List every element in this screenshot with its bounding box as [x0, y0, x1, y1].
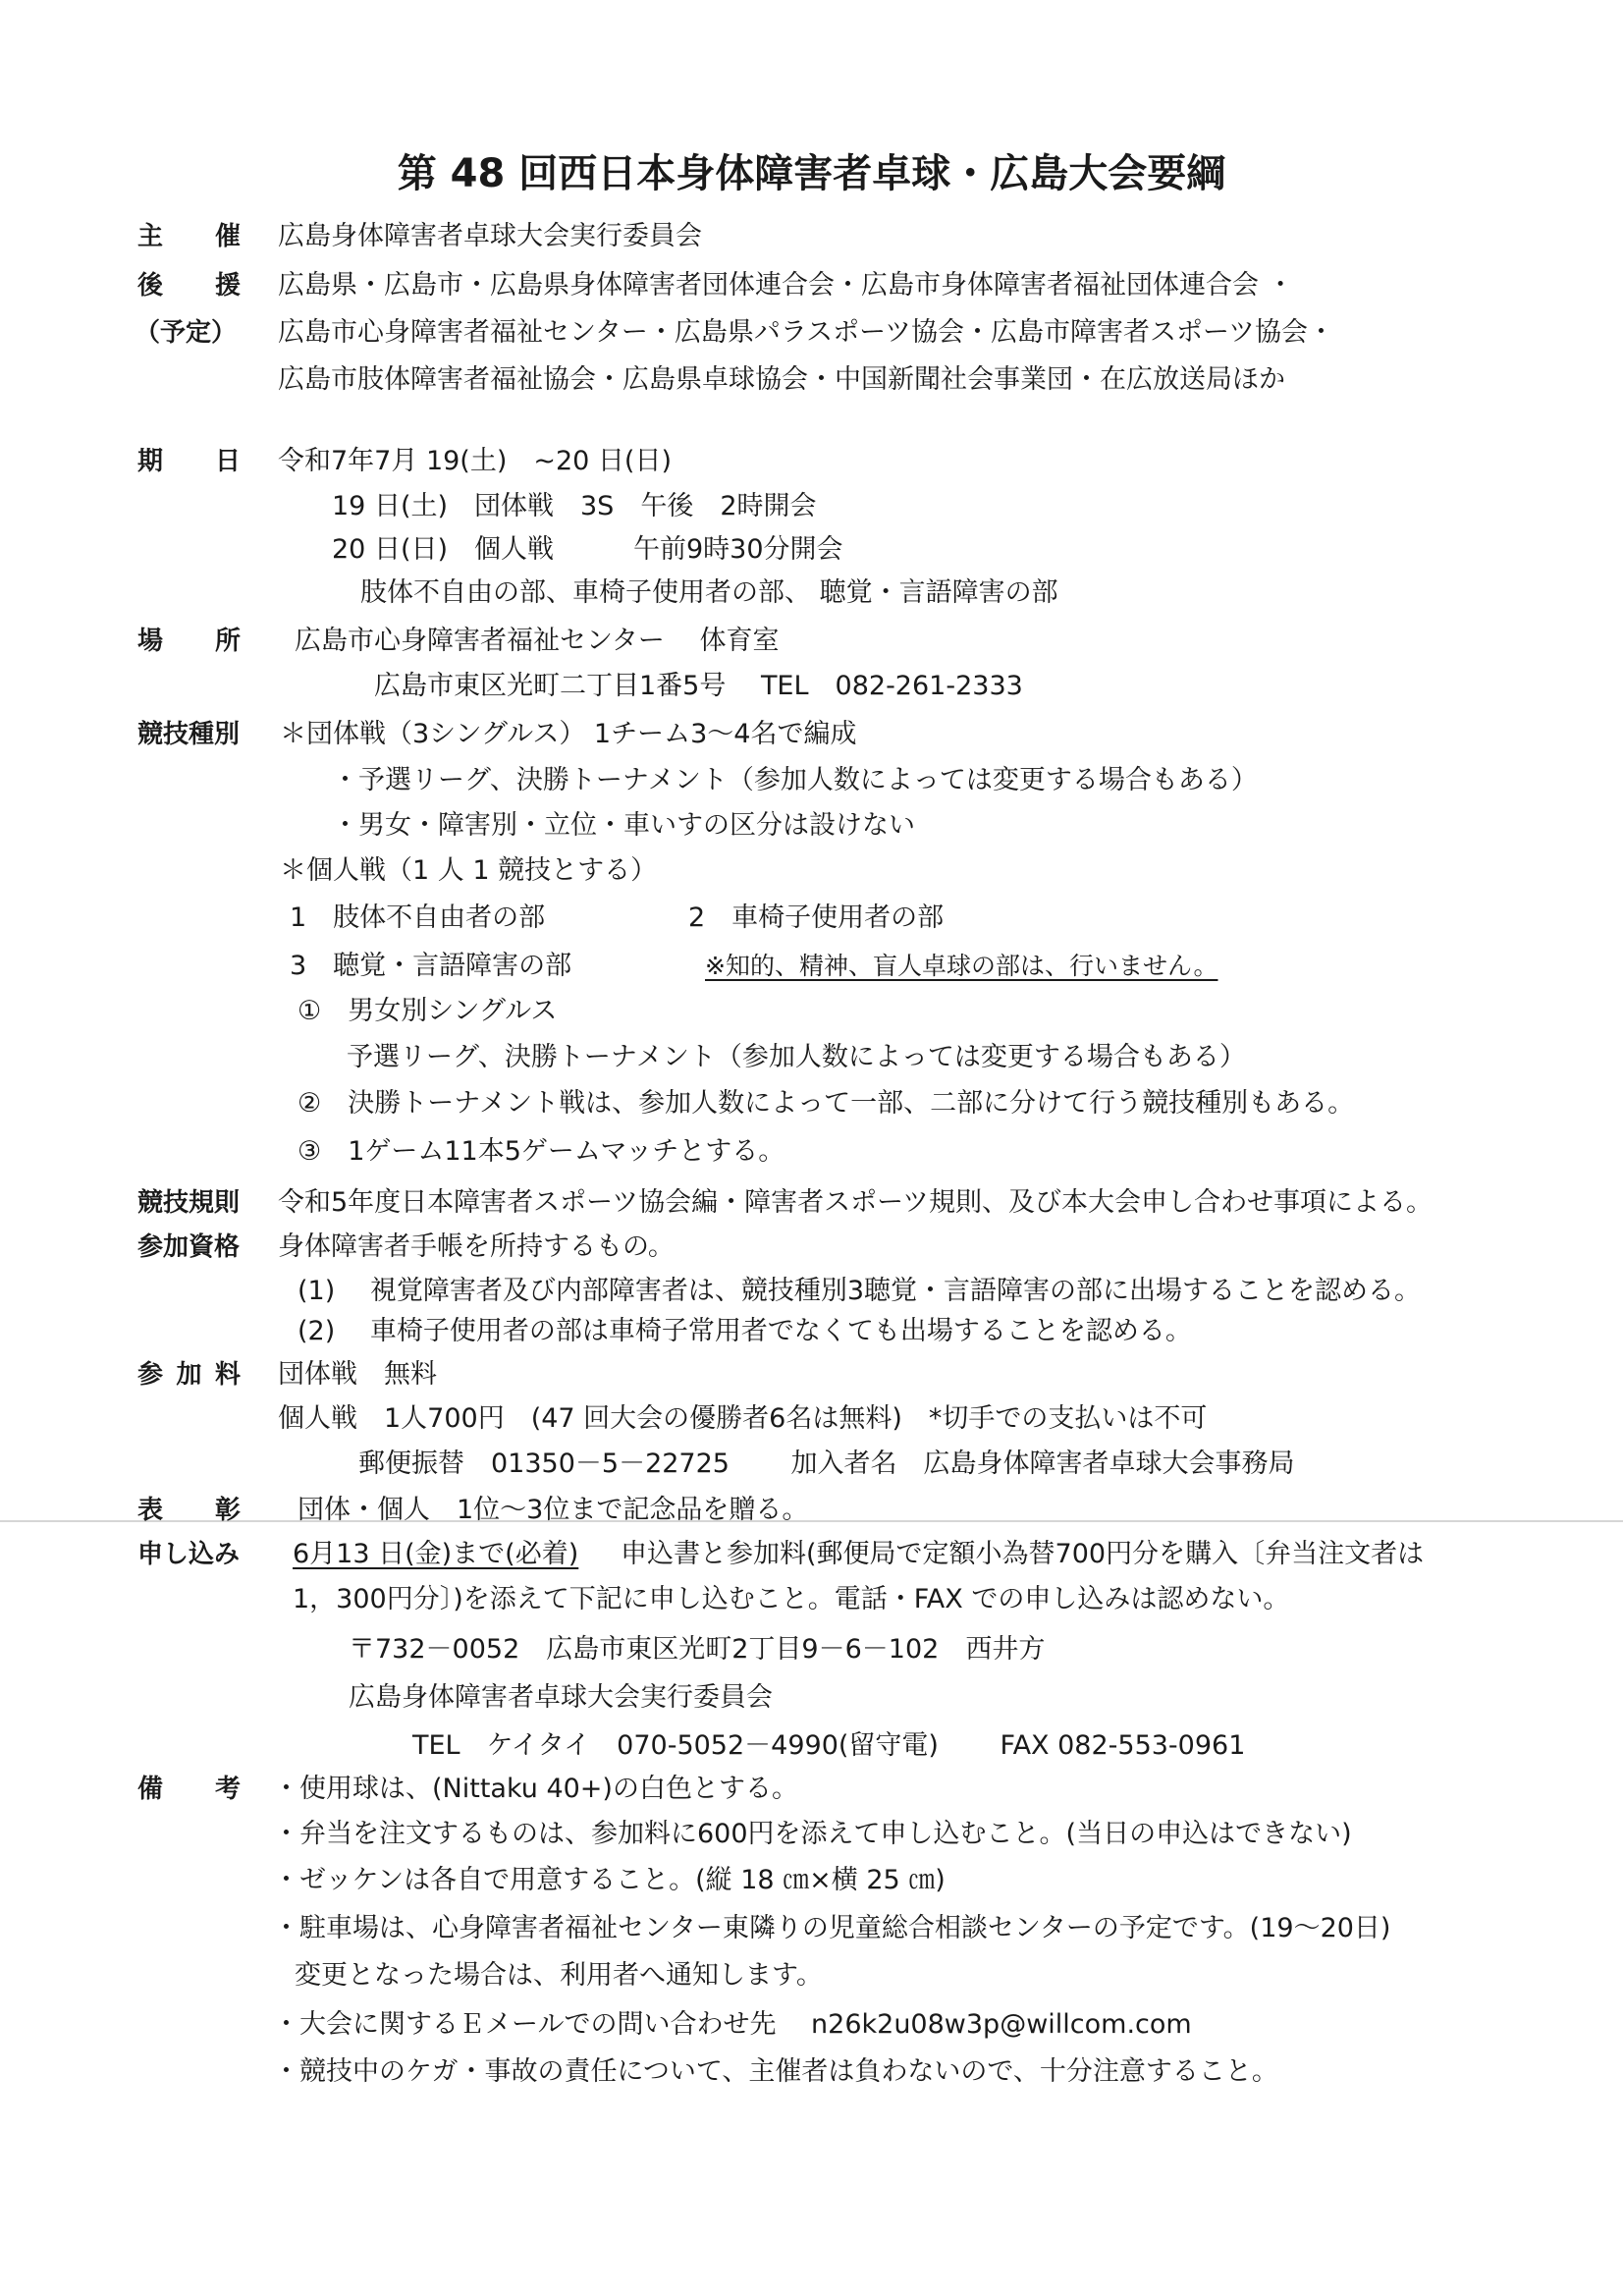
organizer-label: 主 催	[137, 222, 241, 251]
rules-text: 令和5年度日本障害者スポーツ協会編・障害者スポーツ規則、及び本大会申し合わせ事項による。	[278, 1187, 1434, 1218]
award-text: 団体・個人 1位～3位まで記念品を贈る。	[298, 1495, 809, 1525]
events-line-12: ③ 1ゲーム11本5ゲームマッチとする。	[298, 1136, 785, 1167]
fee-line-1: 団体戦 無料	[278, 1359, 437, 1390]
fee-line-2: 個人戦 1人700円 (47 回大会の優勝者6名は無料) *切手での支払いは不可	[278, 1403, 1208, 1434]
notes-line-4: ・駐車場は、心身障害者福祉センター東隣りの児童総合相談センターの予定です。(19～20日)	[273, 1913, 1391, 1943]
support-line-1: 広島県・広島市・広島県身体障害者団体連合会・広島市身体障害者福祉団体連合会 ・	[278, 270, 1294, 301]
support-sublabel: （予定）	[135, 318, 238, 348]
notes-line-7: ・競技中のケガ・事故の責任について、主催者は負わないので、十分注意すること。	[273, 2056, 1278, 2087]
support-line-2: 広島市心身障害者福祉センター・広島県パラスポーツ協会・広島市障害者スポーツ協会・	[278, 317, 1334, 348]
events-line-9: ① 男女別シングルス	[298, 996, 558, 1026]
scan-artifact-line	[0, 1520, 1623, 1522]
notes-contact-email: ・大会に関するＥメールでの問い合わせ先 n26k2u08w3p@willcom.com	[273, 2009, 1192, 2040]
date-line-2: 19 日(土) 団体戦 3S 午後 2時開会	[332, 491, 817, 521]
venue-line-2: 広島市東区光町二丁目1番5号 TEL 082-261-2333	[374, 671, 1023, 701]
application-label: 申し込み	[137, 1540, 241, 1569]
application-contact: TEL ケイタイ 070-5052－4990(留守電) FAX 082-553-0961	[412, 1730, 1246, 1761]
notes-line-2: ・弁当を注文するものは、参加料に600円を添えて申し込むこと。(当日の申込はできない)	[273, 1819, 1352, 1849]
notes-line-5: 変更となった場合は、利用者へ通知します。	[295, 1960, 823, 1991]
date-line-1: 令和7年7月 19(土) ~20 日(日)	[278, 446, 672, 476]
application-recipient: 広島身体障害者卓球大会実行委員会	[349, 1682, 773, 1713]
application-deadline: 6月13 日(金)まで(必着)	[293, 1539, 579, 1569]
events-line-1: ＊団体戦（3シングルス） 1チーム3～4名で編成	[280, 719, 857, 749]
fee-label: 参加料	[137, 1360, 241, 1390]
events-line-10: 予選リーグ、決勝トーナメント（参加人数によっては変更する場合もある）	[347, 1042, 1246, 1072]
venue-label: 場 所	[137, 627, 241, 656]
eligibility-label: 参加資格	[137, 1232, 241, 1262]
events-line-7: 3 聴覚・言語障害の部	[290, 951, 572, 981]
document-title: 第 48 回西日本身体障害者卓球・広島大会要綱	[397, 151, 1226, 196]
date-label: 期 日	[137, 447, 241, 476]
events-note: ※知的、精神、盲人卓球の部は、行いません。	[705, 952, 1218, 980]
support-line-3: 広島市肢体障害者福祉協会・広島県卓球協会・中国新聞社会事業団・在広放送局ほか	[278, 364, 1285, 395]
eligibility-line-1: 身体障害者手帳を所持するもの。	[278, 1231, 675, 1262]
events-line-5: 1 肢体不自由者の部	[290, 902, 546, 933]
eligibility-line-3: (2) 車椅子使用者の部は車椅子常用者でなくても出場することを認める。	[298, 1316, 1192, 1346]
award-label: 表 彰	[137, 1496, 241, 1525]
application-line-1: 申込書と参加料(郵便局で定額小為替700円分を購入〔弁当注文者は	[621, 1539, 1425, 1569]
events-line-3: ・男女・障害別・立位・車いすの区分は設けない	[332, 810, 915, 841]
events-line-4: ＊個人戦（1 人 1 競技とする）	[280, 855, 658, 886]
events-line-2: ・予選リーグ、決勝トーナメント（参加人数によっては変更する場合もある）	[332, 765, 1258, 795]
date-line-4: 肢体不自由の部、車椅子使用者の部、 聴覚・言語障害の部	[360, 577, 1058, 608]
events-line-6: 2 車椅子使用者の部	[688, 902, 945, 933]
events-line-11: ② 決勝トーナメント戦は、参加人数によって一部、二部に分けて行う競技種別もある。	[298, 1088, 1355, 1119]
rules-label: 競技規則	[137, 1188, 241, 1218]
events-label: 競技種別	[137, 720, 241, 749]
eligibility-line-2: (1) 視覚障害者及び内部障害者は、競技種別3聴覚・言語障害の部に出場することを認める。	[298, 1276, 1422, 1306]
venue-line-1: 広島市心身障害者福祉センター 体育室	[295, 626, 780, 656]
fee-line-3: 郵便振替 01350－5－22725 加入者名 広島身体障害者卓球大会事務局	[358, 1449, 1295, 1479]
organizer-text: 広島身体障害者卓球大会実行委員会	[278, 221, 702, 251]
support-label: 後 援	[137, 271, 241, 301]
notes-line-3: ・ゼッケンは各自で用意すること。(縦 18 ㎝×横 25 ㎝)	[273, 1865, 946, 1895]
notes-label: 備 考	[137, 1775, 241, 1804]
notes-line-1: ・使用球は、(Nittaku 40+)の白色とする。	[273, 1774, 798, 1804]
application-line-2: 1，300円分〕)を添えて下記に申し込むこと。電話・FAX での申し込みは認めない。	[293, 1584, 1290, 1614]
date-line-3: 20 日(日) 個人戦 午前9時30分開会	[332, 534, 843, 565]
application-address: 〒732－0052 広島市東区光町2丁目9－6－102 西井方	[349, 1634, 1046, 1665]
